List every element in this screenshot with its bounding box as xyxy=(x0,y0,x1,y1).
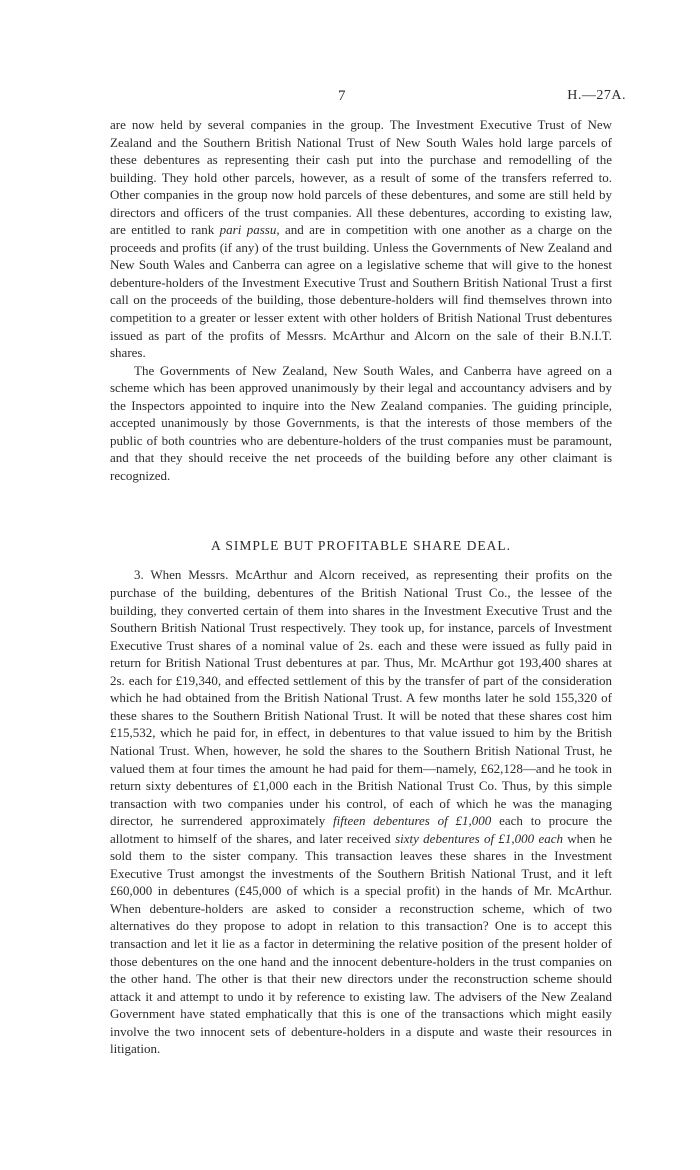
page-header xyxy=(0,88,700,108)
section-heading: A SIMPLE BUT PROFITABLE SHARE DEAL. xyxy=(211,538,511,554)
paragraph-text: when he sold them to the sister company. This transaction leaves these shares in the Investment Executive Trust amongst the investments of the Southern British National Trust, and it left £60,000 in debentures (£45,000 of which is a special profit) in the hands of Mr. McArthur. When debenture-holders are asked to consider a reconstruction scheme, which of two alternatives do they propose to adopt in relation to this transaction? One is to accept this transaction and let it lie as a factor in determining the relative position of the present holder of those debentures on the one hand and the innocent debenture-holders in the trust companies on the other hand. The other is that their new directors under the reconstruction scheme should attack it and attempt to undo it by reference to existing law. The advisers of the New Zealand Government have stated emphatically that this is one of the transactions which might easily involve the two innocent sets of debenture-holders in a dispute and waste their resources in litigation. xyxy=(110,830,612,1057)
paragraph-text: , and are in competition with one another as a charge on the proceeds and profits (if any) of the trust building. Unless the Governments of New Zealand and New South Wales and Canberra can agree on a legislative scheme that will give to the honest debenture-holders of the Investment Executive Trust and Southern British National Trust a first call on the proceeds of the building, those debenture-holders will find themselves thrown into competition to a greater or lesser extent with other holders of British National Trust debentures issued as part of the profits of Messrs. McArthur and Alcorn on the sale of their B.N.I.T. shares. xyxy=(110,222,612,361)
paragraph-text: 3. When Messrs. McArthur and Alcorn received, as representing their profits on the purchase of the building, debentures of the British National Trust Co., the lessee of the building, they converted certain of them into shares in the Investment Executive Trust and the Southern British National Trust respectively. They took up, for instance, parcels of Investment Executive Trust shares of a nominal value of 2s. each and these were issued as fully paid in return for British National Trust debentures at par. Thus, Mr. McArthur got 193,400 shares at 2s. each for £19,340, and effected settlement of this by the transfer of part of the consideration which he had obtained from the British National Trust. A few months later he sold 155,320 of these shares to the Southern British National Trust. It will be noted that these shares cost him £15,532, which he paid for, in effect, in debentures to that value issued to him by the British National Trust. When, however, he sold the shares to the Southern British National Trust, he valued them at four times the amount he had paid for them—namely, £62,128—and he took in return sixty debentures of £1,000 each in the British National Trust Co. Thus, by this simple transaction with two companies under his control, of each of which he was the managing director, he surrendered approximately xyxy=(110,567,612,829)
paragraph-text: are now held by several companies in the group. The Investment Executive Trust of New Zealand and the Southern British National Trust of New South Wales hold large parcels of these debentures as representing their cash put into the purchase and remodelling of the building. They hold other parcels, however, as a result of some of the transfers referred to. Other companies in the group now hold parcels of these debentures, and some are still held by directors and officers of the trust companies. All these debentures, according to existing law, are entitled to rank xyxy=(110,117,612,238)
paragraph-share-deal xyxy=(110,566,612,1057)
document-body xyxy=(110,116,612,1058)
italic-phrase: sixty debentures of £1,000 each xyxy=(395,830,563,846)
paragraph-text: each to procure the allotment to himself of the shares, and later received xyxy=(110,813,612,846)
paragraph-governments: The Governments of New Zealand, New South Wales, and Canberra have agreed on a scheme which has been approved unanimously by their legal and accountancy advisers and by the Inspectors appointed to inquire into the New Zealand companies. The guiding principle, accepted unanimously by those Governments, is that the interests of those members of the public of both countries who are debenture-holders of the trust companies must be paramount, and that they should receive the net proceeds of the building before any other claimant is recognized. xyxy=(110,362,612,483)
page-number: 7 xyxy=(338,88,346,104)
italic-phrase: fifteen debentures of £1,000 xyxy=(333,813,492,829)
document-reference: H.—27A. xyxy=(567,88,626,103)
paragraph-continuation xyxy=(110,116,612,362)
italic-phrase: pari passu xyxy=(219,222,277,238)
